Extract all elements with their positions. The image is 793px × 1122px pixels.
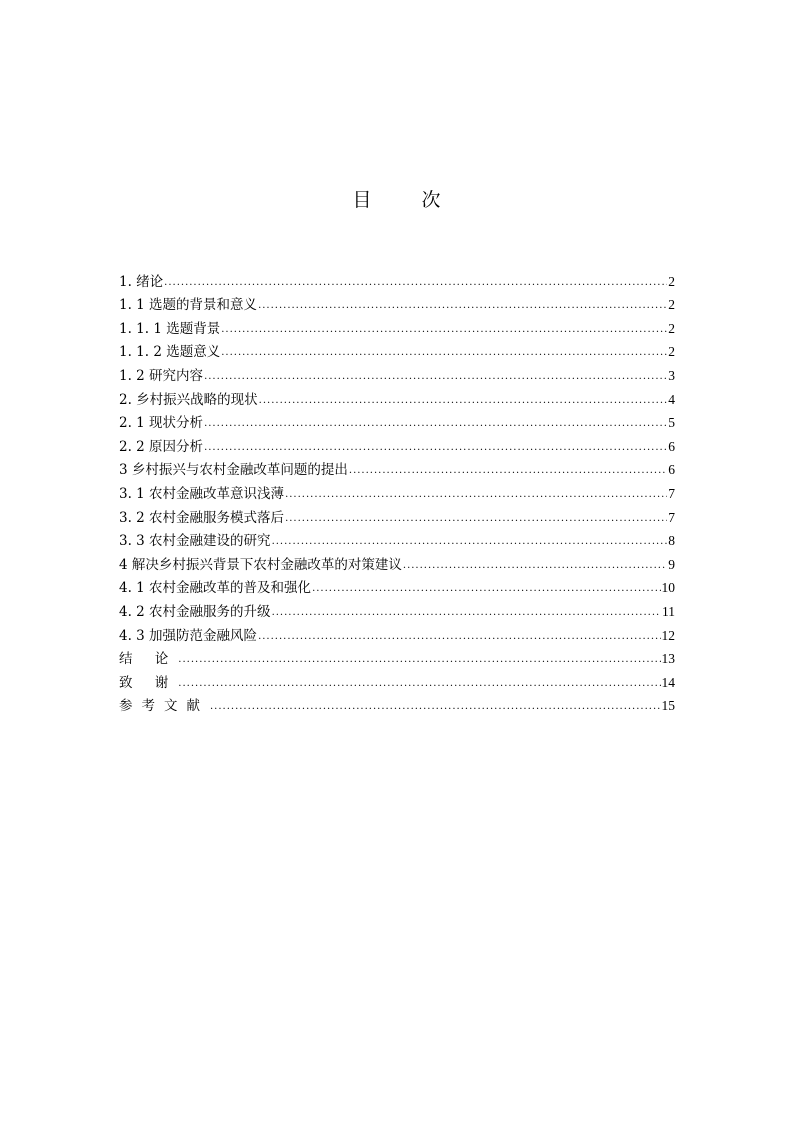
toc-leader-dots — [204, 440, 667, 456]
toc-entry[interactable] — [119, 621, 675, 645]
toc-entry[interactable] — [119, 574, 675, 598]
toc-entry-label: 1. 绪论 — [119, 273, 164, 290]
toc-entry[interactable] — [119, 479, 675, 503]
toc-entry-label: 参考文献 — [119, 698, 209, 715]
toc-leader-dots — [258, 629, 660, 645]
toc-entry-page: 15 — [661, 698, 675, 714]
toc-entry[interactable] — [119, 456, 675, 480]
toc-entry-page: 10 — [661, 580, 675, 596]
toc-entry-label: 1. 1 选题的背景和意义 — [119, 297, 258, 314]
toc-leader-dots — [164, 275, 667, 291]
toc-entry-page: 9 — [668, 556, 675, 572]
toc-entry-page: 7 — [668, 509, 675, 525]
toc-entry[interactable] — [119, 527, 675, 551]
toc-entry-label: 3. 3 农村金融建设的研究 — [119, 533, 271, 550]
toc-entry[interactable] — [119, 314, 675, 338]
toc-leader-dots — [272, 605, 661, 621]
toc-leader-dots — [210, 699, 661, 715]
toc-entry-page: 7 — [668, 485, 675, 501]
toc-entry-page: 4 — [668, 391, 675, 407]
toc-leader-dots — [204, 416, 667, 432]
toc-leader-dots — [204, 369, 667, 385]
toc-entry-page: 3 — [668, 367, 675, 383]
toc-leader-dots — [312, 581, 660, 597]
toc-entry[interactable] — [119, 291, 675, 315]
toc-entry[interactable] — [119, 361, 675, 385]
page-title: 目 次 — [352, 189, 463, 211]
toc-entry-label: 1. 1. 1 选题背景 — [119, 320, 221, 337]
toc-entry-label: 2. 2 原因分析 — [119, 438, 204, 455]
toc-entry[interactable] — [119, 503, 675, 527]
toc-entry-label: 2. 1 现状分析 — [119, 415, 204, 432]
toc-entry-label: 结 论 — [119, 651, 178, 668]
toc-entry-label: 3. 2 农村金融服务模式落后 — [119, 509, 285, 526]
toc-entry-label: 4 解决乡村振兴背景下农村金融改革的对策建议 — [119, 556, 402, 573]
toc-entry[interactable] — [119, 550, 675, 574]
toc-entry[interactable] — [119, 692, 675, 716]
toc-entry-page: 5 — [668, 415, 675, 431]
toc-entry[interactable] — [119, 409, 675, 433]
toc-entry-label: 致 谢 — [119, 674, 178, 691]
toc-leader-dots — [221, 322, 667, 338]
toc-entry-label: 3 乡村振兴与农村金融改革问题的提出 — [119, 462, 348, 479]
toc-entry-label: 2. 乡村振兴战略的现状 — [119, 391, 258, 408]
toc-entry-page: 6 — [668, 462, 675, 478]
toc-leader-dots — [178, 676, 660, 692]
toc-entry[interactable] — [119, 597, 675, 621]
toc-entry-label: 3. 1 农村金融改革意识浅薄 — [119, 485, 285, 502]
toc-leader-dots — [178, 652, 660, 668]
toc-entry-page: 11 — [662, 603, 675, 619]
toc-entry-page: 2 — [668, 344, 675, 360]
toc-entry-page: 8 — [668, 533, 675, 549]
toc-entry-label: 1. 1. 2 选题意义 — [119, 344, 221, 361]
toc-leader-dots — [349, 463, 667, 479]
toc-leader-dots — [403, 558, 667, 574]
toc-leader-dots — [285, 487, 667, 503]
toc-entry[interactable] — [119, 668, 675, 692]
toc-entry-page: 14 — [661, 674, 675, 690]
table-of-contents — [119, 267, 675, 715]
toc-entry-label: 4. 2 农村金融服务的升级 — [119, 603, 271, 620]
toc-entry-label: 4. 3 加强防范金融风险 — [119, 627, 258, 644]
toc-entry[interactable] — [119, 267, 675, 291]
toc-entry-page: 6 — [668, 438, 675, 454]
toc-leader-dots — [272, 534, 668, 550]
toc-entry[interactable] — [119, 338, 675, 362]
toc-entry-label: 4. 1 农村金融改革的普及和强化 — [119, 580, 312, 597]
toc-entry-page: 2 — [668, 297, 675, 313]
toc-entry[interactable] — [119, 385, 675, 409]
toc-leader-dots — [259, 393, 668, 409]
toc-entry[interactable] — [119, 645, 675, 669]
toc-entry-page: 2 — [668, 320, 675, 336]
toc-entry-label: 1. 2 研究内容 — [119, 367, 204, 384]
toc-entry[interactable] — [119, 432, 675, 456]
toc-leader-dots — [221, 345, 667, 361]
toc-entry-page: 2 — [668, 273, 675, 289]
toc-leader-dots — [258, 298, 667, 314]
toc-entry-page: 12 — [661, 627, 675, 643]
toc-leader-dots — [285, 511, 667, 527]
toc-entry-page: 13 — [661, 651, 675, 667]
